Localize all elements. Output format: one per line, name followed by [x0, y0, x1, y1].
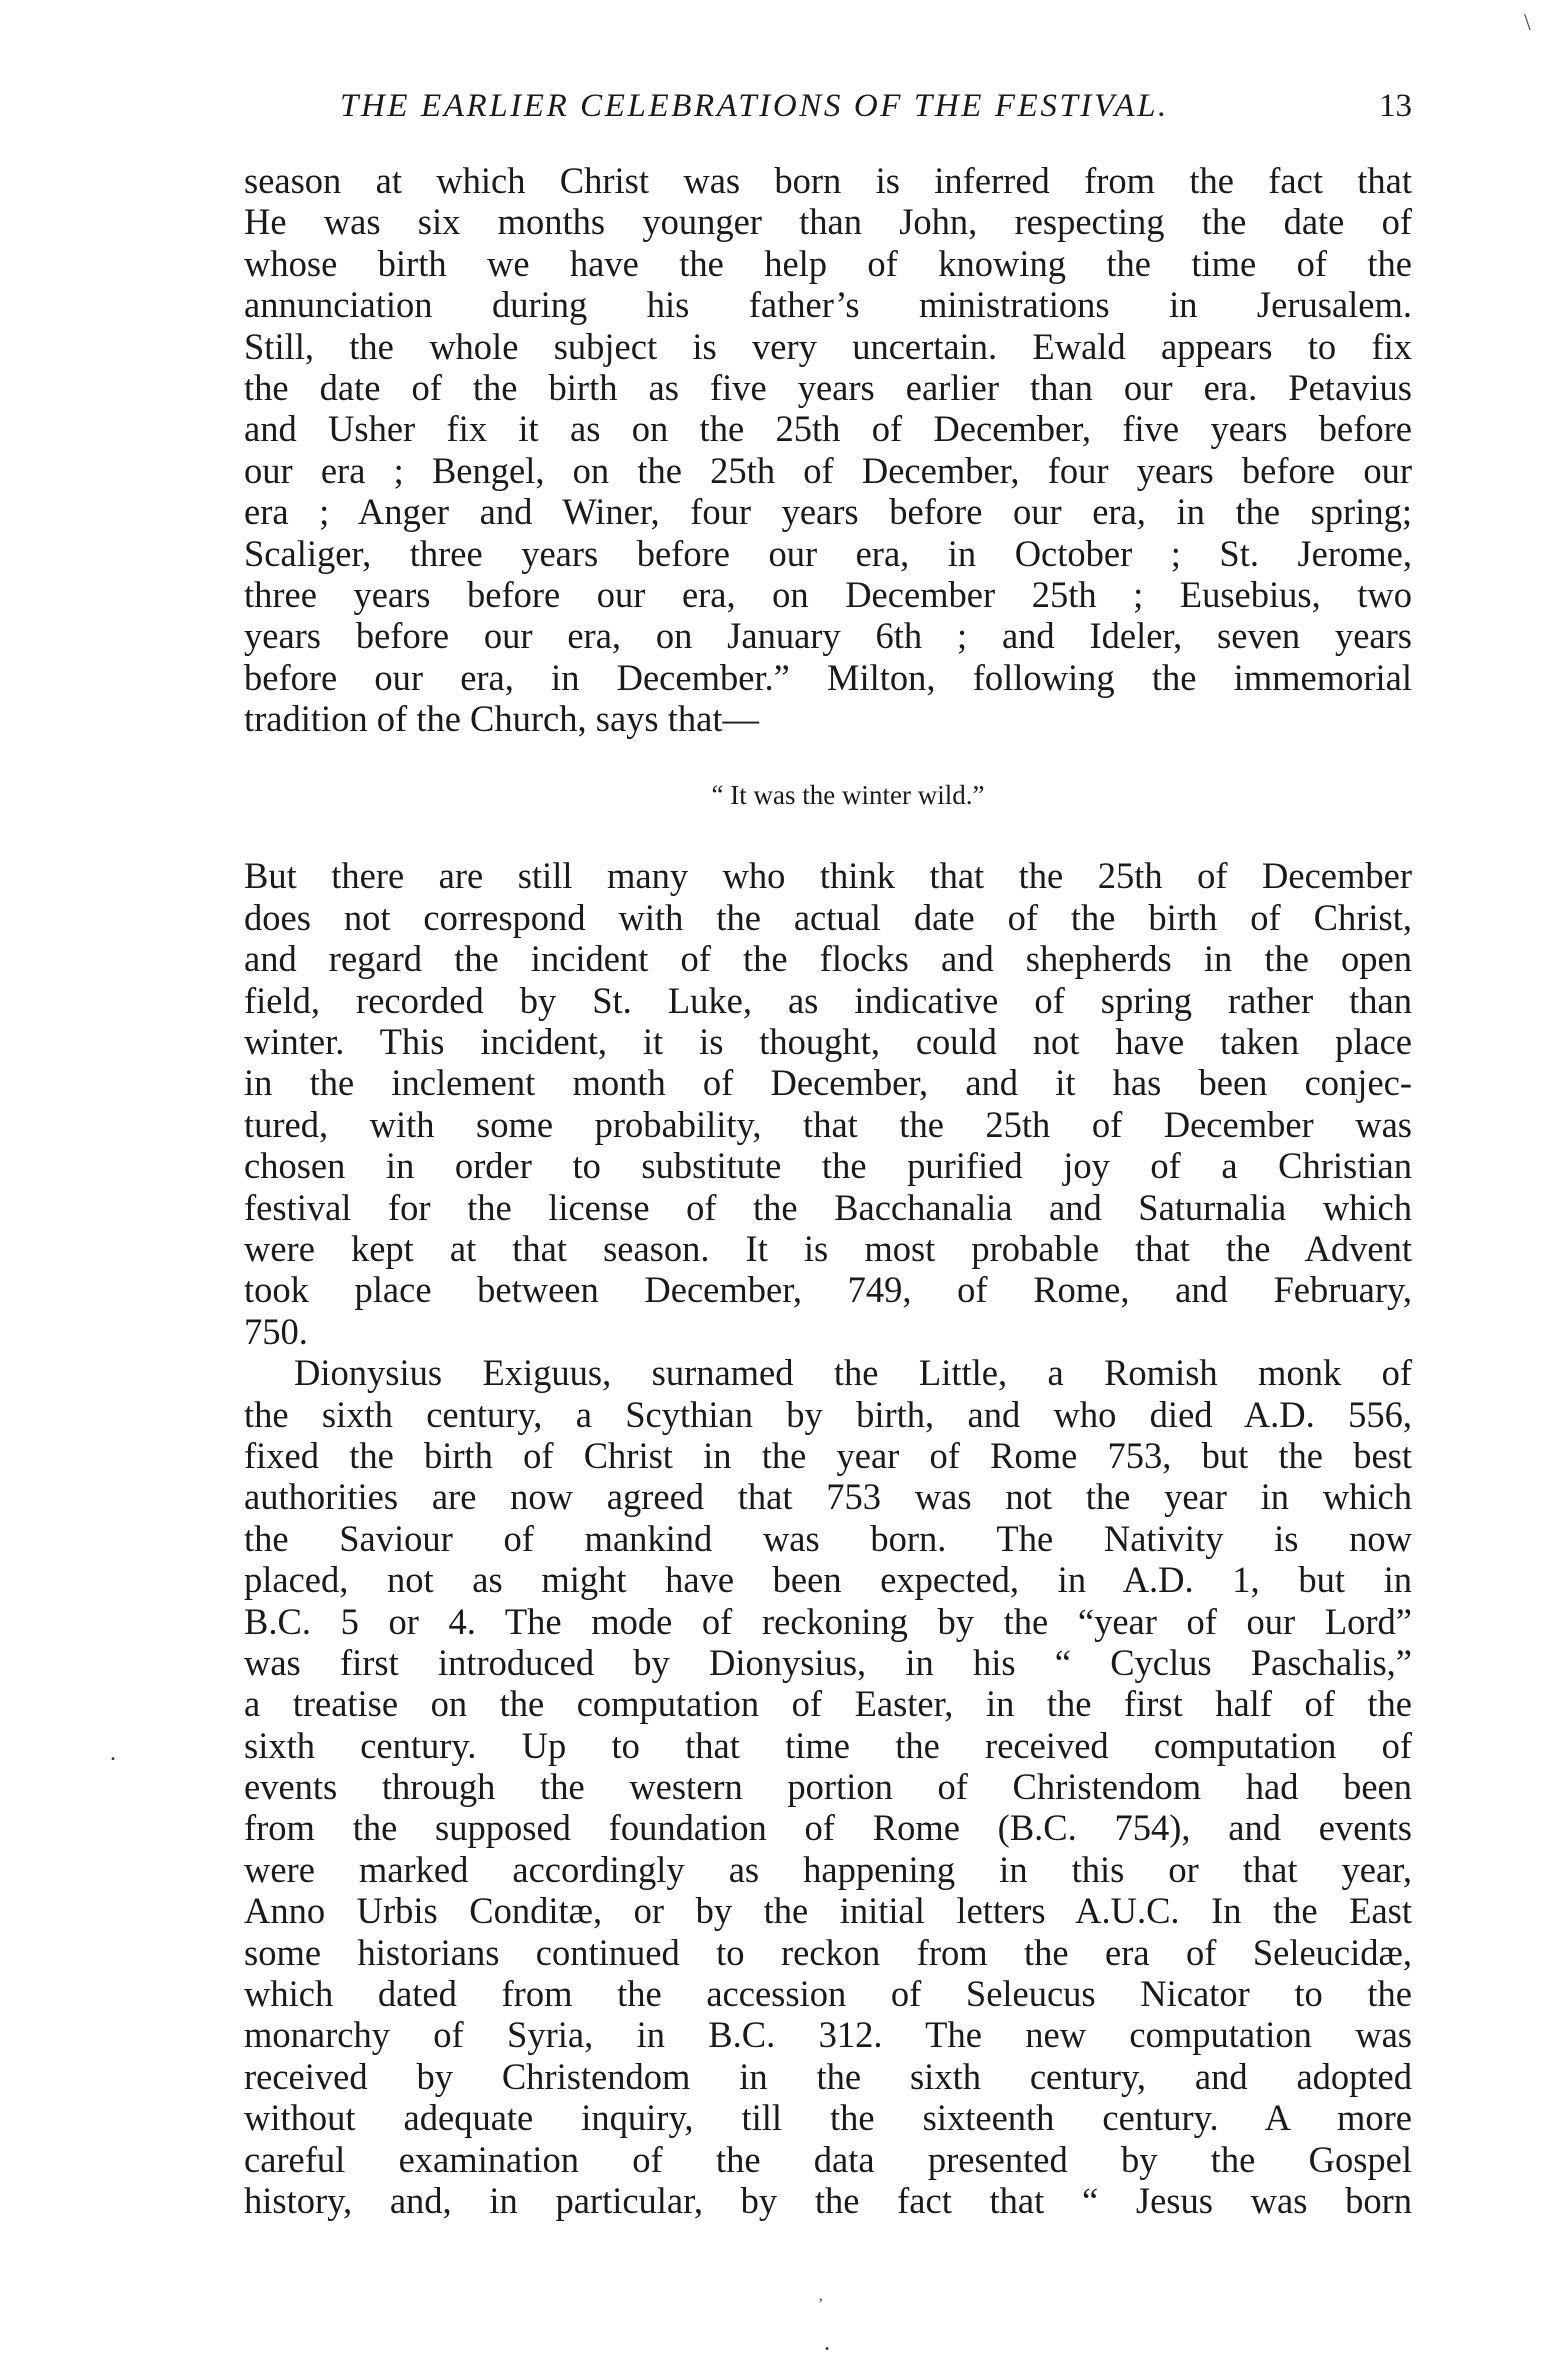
- text-line: events through the western portion of Christendom had been: [244, 1766, 1412, 1808]
- text-line: field, recorded by St. Luke, as indicative of spring rather than: [244, 979, 1412, 1021]
- text-line: took place between December, 749, of Rome, and February,: [244, 1269, 1412, 1311]
- text-line: winter. This incident, it is thought, could not have taken place: [244, 1021, 1412, 1063]
- text-line: whose birth we have the help of knowing the time of the: [244, 242, 1412, 284]
- text-line: does not correspond with the actual date of the birth of Christ,: [244, 896, 1412, 938]
- text-line: and regard the incident of the flocks and shepherds in the open: [244, 938, 1412, 980]
- text-line: tradition of the Church, says that—: [244, 698, 759, 740]
- verse-quote: “ It was the winter wild.”: [711, 780, 985, 811]
- page-body: [244, 160, 1412, 2221]
- text-line: placed, not as might have been expected, in A.D. 1, but in: [244, 1559, 1412, 1601]
- text-line: history, and, in particular, by the fact that “ Jesus was born: [244, 2179, 1412, 2221]
- text-line: era ; Anger and Winer, four years before our era, in the spring;: [244, 491, 1412, 533]
- text-line: a treatise on the computation of Easter, in the first half of the: [244, 1683, 1412, 1725]
- text-line: the date of the birth as five years earlier than our era. Petavius: [244, 366, 1412, 408]
- text-line: He was six months younger than John, respecting the date of: [244, 201, 1412, 243]
- text-line: 750.: [244, 1310, 308, 1352]
- text-line: Anno Urbis Conditæ, or by the initial letters A.U.C. In the East: [244, 1890, 1412, 1932]
- text-line: were kept at that season. It is most probable that the Advent: [244, 1227, 1412, 1269]
- stray-dot-mark: .: [824, 2330, 830, 2356]
- text-line: the sixth century, a Scythian by birth, and who died A.D. 556,: [244, 1393, 1412, 1435]
- corner-mark: \: [1524, 10, 1531, 36]
- text-line: season at which Christ was born is inferred from the fact that: [244, 160, 1412, 201]
- text-line: tured, with some probability, that the 25th of December was: [244, 1103, 1412, 1145]
- page-number: 13: [1379, 88, 1412, 124]
- text-line: fixed the birth of Christ in the year of Rome 753, but the best: [244, 1434, 1412, 1476]
- text-line: Dionysius Exiguus, surnamed the Little, a Romish monk of: [294, 1352, 1412, 1394]
- text-line: years before our era, on January 6th ; and Ideler, seven years: [244, 615, 1412, 657]
- text-line: annunciation during his father’s ministrations in Jerusalem.: [244, 284, 1412, 326]
- text-line: three years before our era, on December 25th ; Eusebius, two: [244, 573, 1412, 615]
- running-header: [244, 88, 1412, 142]
- text-line: and Usher fix it as on the 25th of December, five years before: [244, 408, 1412, 450]
- text-line: chosen in order to substitute the purified joy of a Christian: [244, 1145, 1412, 1187]
- running-title: THE EARLIER CELEBRATIONS OF THE FESTIVAL.: [340, 88, 1169, 124]
- text-line: before our era, in December.” Milton, following the immemorial: [244, 656, 1412, 698]
- text-line: authorities are now agreed that 753 was not the year in which: [244, 1476, 1412, 1518]
- text-line: monarchy of Syria, in B.C. 312. The new computation was: [244, 2014, 1412, 2056]
- stray-apostrophe-mark: ’: [818, 2296, 824, 2313]
- text-line: careful examination of the data presented by the Gospel: [244, 2138, 1412, 2180]
- text-line: some historians continued to reckon from the era of Seleucidæ,: [244, 1931, 1412, 1973]
- text-line: from the supposed foundation of Rome (B.C. 754), and events: [244, 1807, 1412, 1849]
- text-line: received by Christendom in the sixth century, and adopted: [244, 2055, 1412, 2097]
- text-line: the Saviour of mankind was born. The Nativity is now: [244, 1517, 1412, 1559]
- text-line: Still, the whole subject is very uncertain. Ewald appears to fix: [244, 325, 1412, 367]
- text-line: Scaliger, three years before our era, in October ; St. Jerome,: [244, 532, 1412, 574]
- stray-dot-mark: .: [110, 1740, 116, 1766]
- text-line: our era ; Bengel, on the 25th of December, four years before our: [244, 449, 1412, 491]
- text-line: B.C. 5 or 4. The mode of reckoning by the “year of our Lord”: [244, 1600, 1412, 1642]
- text-line: were marked accordingly as happening in this or that year,: [244, 1848, 1412, 1890]
- text-line: which dated from the accession of Seleucus Nicator to the: [244, 1973, 1412, 2015]
- paragraph-2: [244, 855, 1412, 1352]
- text-line: was first introduced by Dionysius, in his “ Cyclus Paschalis,”: [244, 1641, 1412, 1683]
- text-line: But there are still many who think that the 25th of December: [244, 855, 1412, 897]
- text-line: without adequate inquiry, till the sixteenth century. A more: [244, 2097, 1412, 2139]
- paragraph-1: [244, 160, 1412, 739]
- text-line: festival for the license of the Bacchanalia and Saturnalia which: [244, 1186, 1412, 1228]
- text-line: in the inclement month of December, and it has been conjec-: [244, 1062, 1412, 1104]
- paragraph-3: [244, 1352, 1412, 2221]
- text-line: sixth century. Up to that time the received computation of: [244, 1724, 1412, 1766]
